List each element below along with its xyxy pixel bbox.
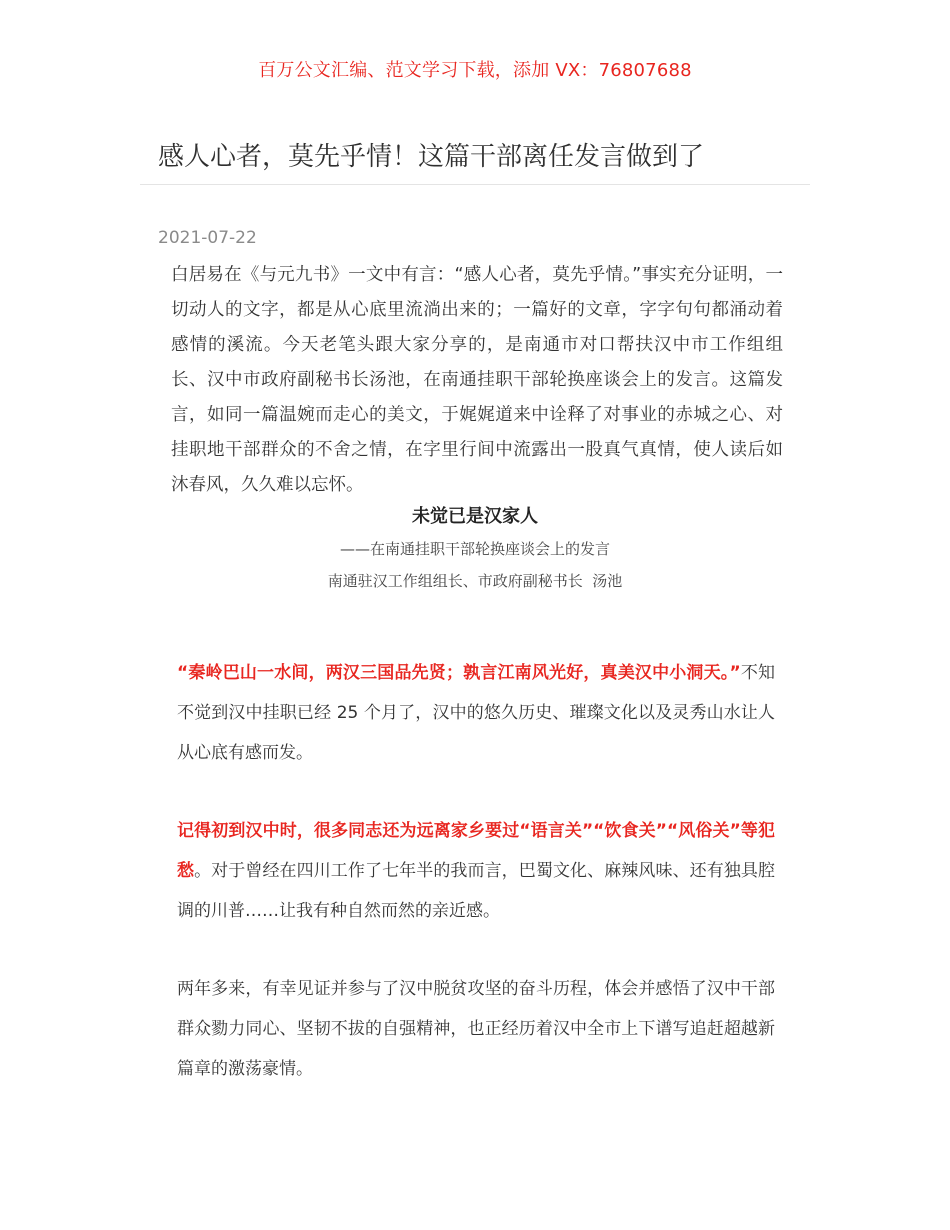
- speech-title: 未觉已是汉家人: [412, 506, 538, 527]
- speech-subtitle: ——在南通挂职干部轮换座谈会上的发言: [339, 540, 610, 558]
- article-title: 感人心者，莫先乎情！这篇干部离任发言做到了: [158, 142, 705, 172]
- body-paragraph: [177, 653, 775, 773]
- promo-banner: 百万公文汇编、范文学习下载，添加 VX：76807688: [258, 60, 692, 81]
- intro-paragraph: 白居易在《与元九书》一文中有言：“感人心者，莫先乎情。”事实充分证明，一切动人的文字，都是从心底里流淌出来的；一篇好的文章，字字句句都涌动着感情的溪流。今天老笔头跟大家分享的，是南通市对口帮扶汉中市工作组组长、汉中市政府副秘书长汤池，在南通挂职干部轮换座谈会上的发言。这篇发言，如同一篇温婉而走心的美文，于娓娓道来中诠释了对事业的赤城之心、对挂职地干部群众的不舍之情，在字里行间中流露出一股真气真情，使人读后如沐春风，久久难以忘怀。: [171, 265, 783, 495]
- speech-author: 南通驻汉工作组组长、市政府副秘书长 汤池: [327, 572, 623, 590]
- paragraph-text: 两年多来，有幸见证并参与了汉中脱贫攻坚的奋斗历程，体会并感悟了汉中干部群众勠力同心、坚韧不拔的自强精神，也正经历着汉中全市上下谱写追赶超越新篇章的激荡豪情。: [177, 979, 775, 1079]
- paragraph-text: 不知不觉到汉中挂职已经 25 个月了，汉中的悠久历史、璀璨文化以及灵秀山水让人从心底有感而发。: [177, 663, 775, 763]
- paragraph-text: 。对于曾经在四川工作了七年半的我而言，巴蜀文化、麻辣风味、还有独具腔调的川普……让我有种自然而然的亲近感。: [177, 861, 776, 921]
- highlighted-text: “秦岭巴山一水间，两汉三国品先贤；孰言江南风光好，真美汉中小洞天。”: [177, 663, 741, 683]
- highlighted-text: 记得初到汉中时，很多同志还为远离家乡要过“语言关”“饮食关”“风俗关”等犯愁: [177, 821, 775, 881]
- body-paragraph: [177, 969, 775, 1089]
- title-divider: [140, 184, 810, 185]
- body-paragraph: [177, 811, 775, 931]
- publish-date: 2021-07-22: [158, 228, 257, 248]
